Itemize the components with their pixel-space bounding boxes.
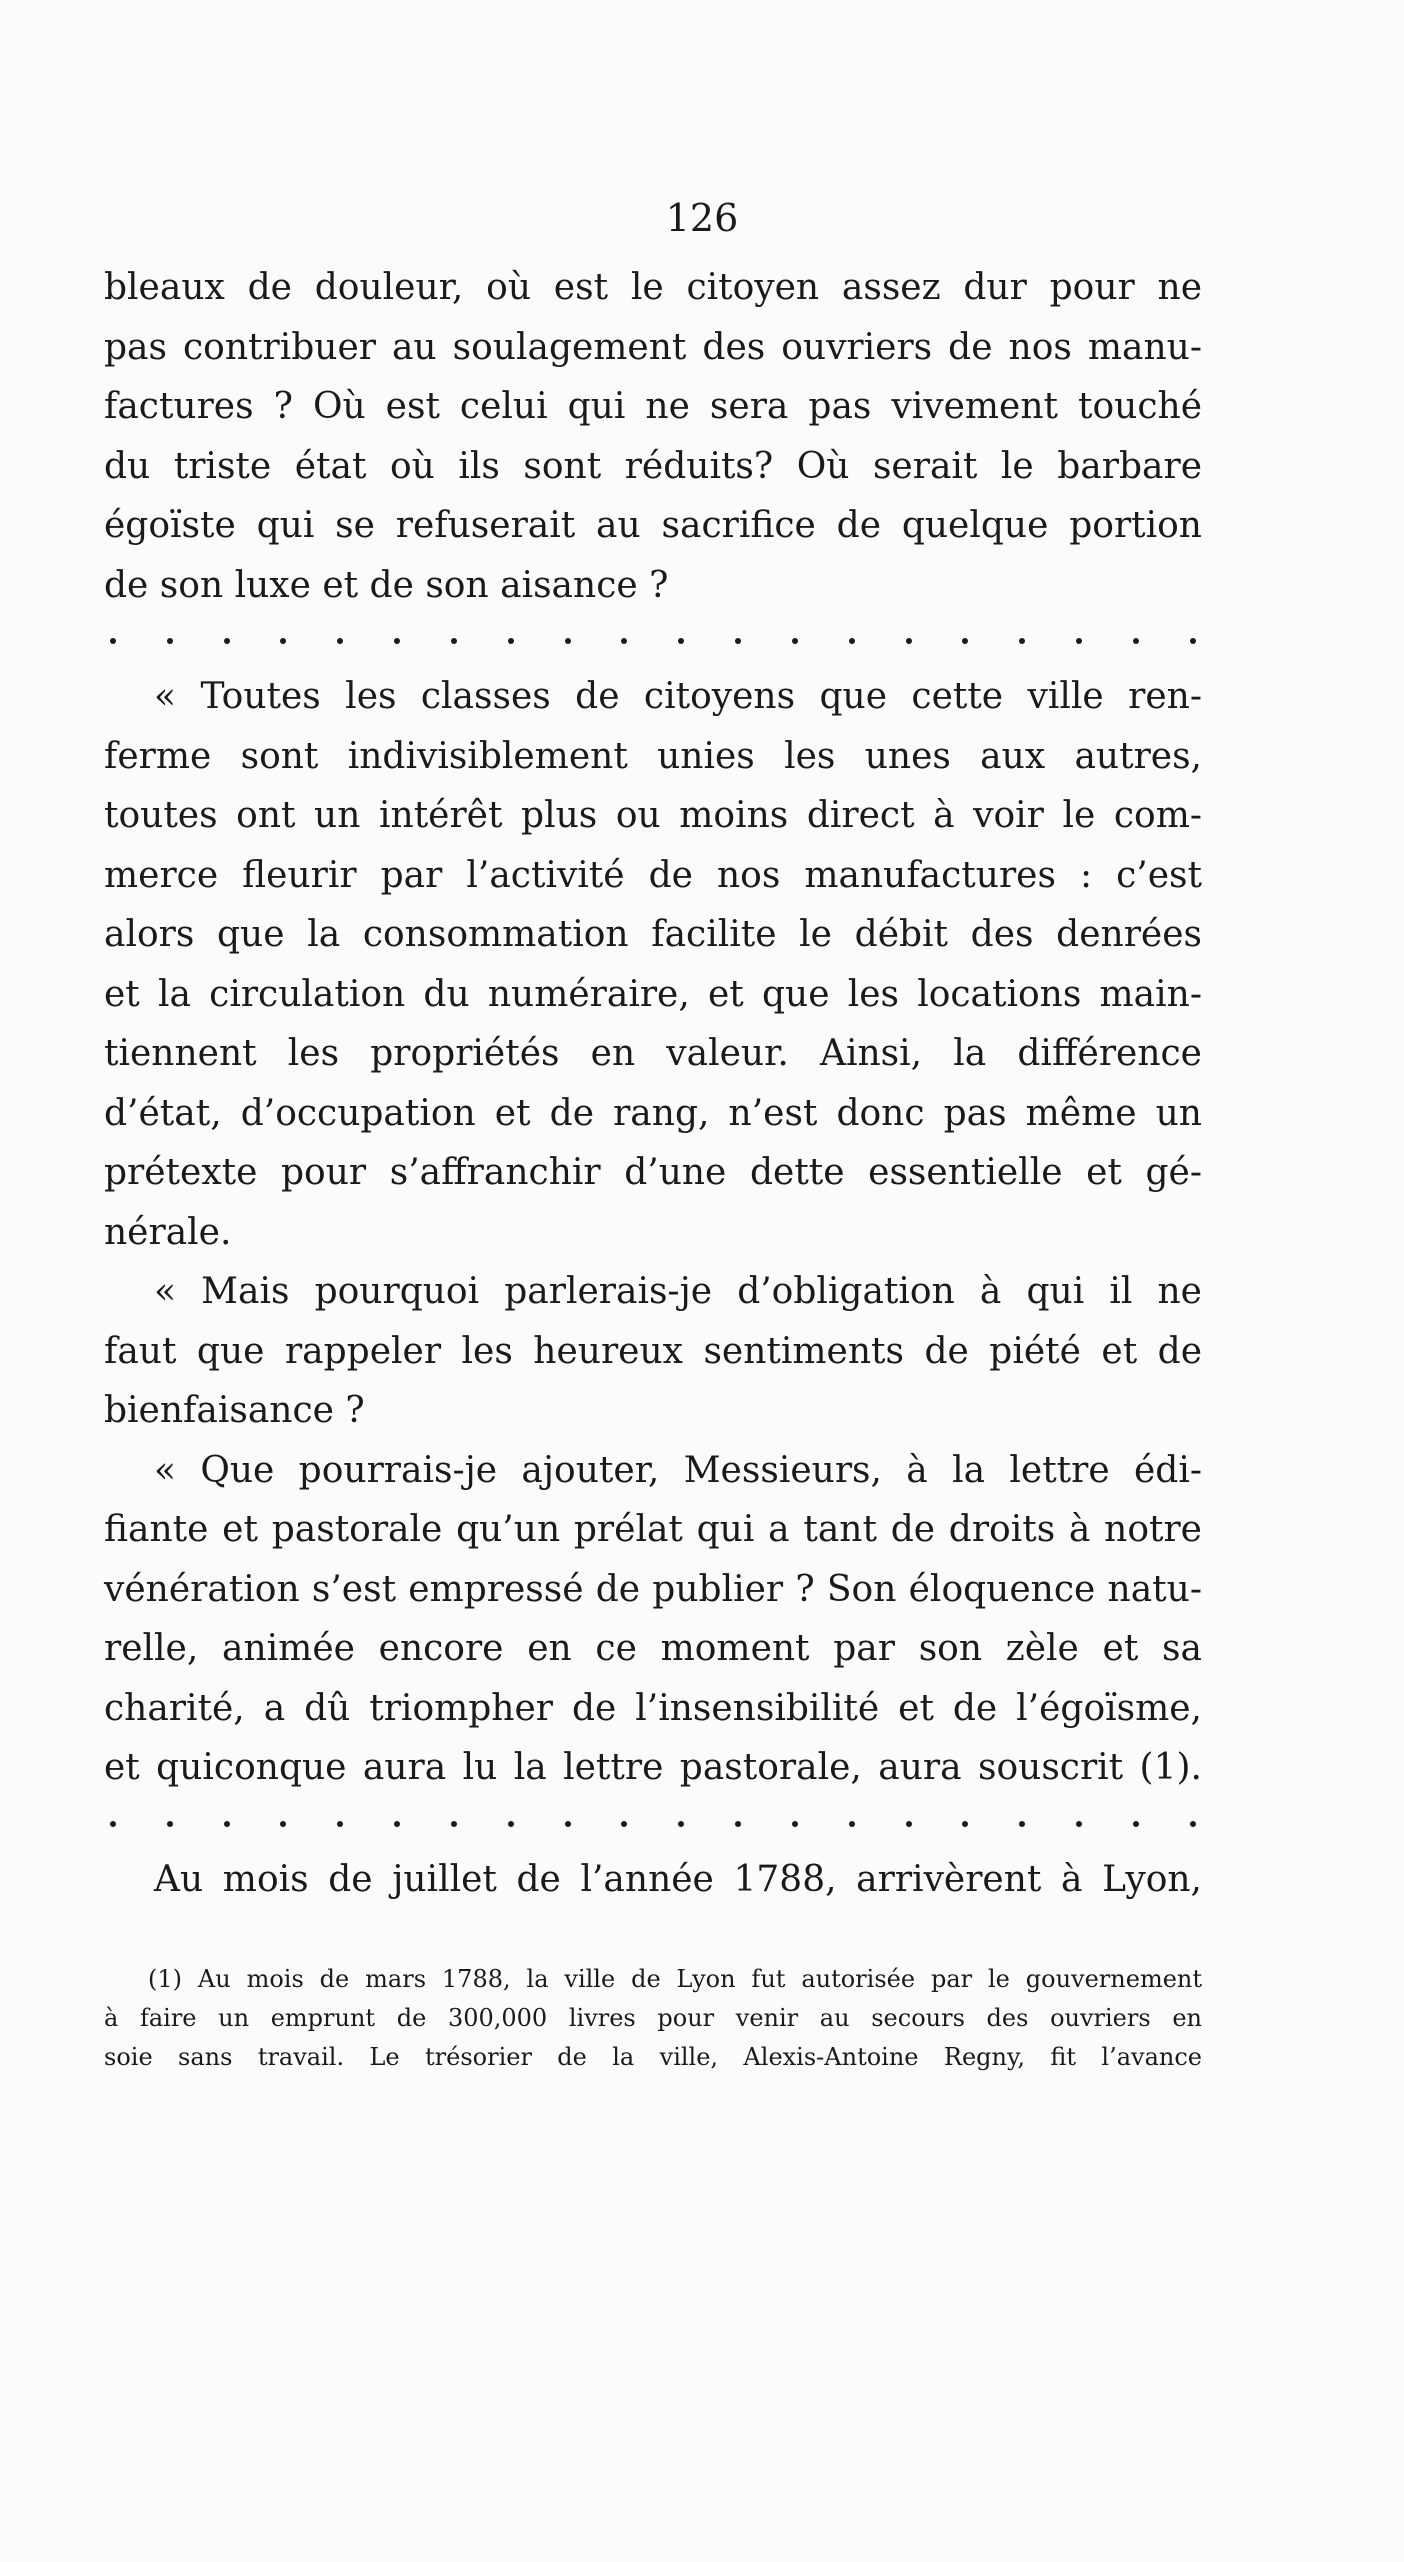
text-line: toutes ont un intérêt plus ou moins direct à voir le com- [104, 795, 1202, 836]
footnote [104, 1960, 1202, 2077]
text-line: nérale. [104, 1211, 232, 1253]
paragraph [104, 1850, 1202, 1910]
text-line: et quiconque aura lu la lettre pastorale, aura souscrit (1). [104, 1747, 1202, 1788]
text-line: relle, animée encore en ce moment par son zèle et sa [104, 1628, 1202, 1669]
text-line: merce fleurir par l’activité de nos manufactures : c’est [104, 854, 1202, 896]
text-line: de son luxe et de son aisance ? [104, 564, 669, 606]
text-line: fiante et pastorale qu’un prélat qui a tant de droits à notre [104, 1509, 1202, 1550]
paragraph [104, 258, 1202, 615]
footnote-line: à faire un emprunt de 300,000 livres pour venir au secours des ouvriers en [104, 2004, 1202, 2032]
text-line: égoïste qui se refuserait au sacrifice de quelque portion [104, 505, 1202, 546]
text-line: « Que pourrais-je ajouter, Messieurs, à la lettre édi- [154, 1449, 1202, 1491]
page-number: 126 [665, 196, 739, 240]
ellipsis-divider [104, 1798, 1202, 1850]
text-line: « Toutes les classes de citoyens que cette ville ren- [154, 676, 1202, 717]
text-line: faut que rappeler les heureux sentiments de piété et de [104, 1330, 1202, 1372]
footnote-line: soie sans travail. Le trésorier de la ville, Alexis-Antoine Regny, fit l’avance [104, 2043, 1202, 2071]
text-line: vénération s’est empressé de publier ? Son éloquence natu- [104, 1568, 1202, 1610]
paragraph [104, 1441, 1202, 1798]
text-line: charité, a dû triompher de l’insensibilité et de l’égoïsme, [104, 1687, 1202, 1729]
text-line: du triste état où ils sont réduits? Où serait le barbare [104, 445, 1202, 487]
text-line: tiennent les propriétés en valeur. Ainsi, la différence [104, 1033, 1202, 1074]
body-text [104, 258, 1202, 1909]
paragraph [104, 1262, 1202, 1441]
text-line: et la circulation du numéraire, et que les locations main- [104, 973, 1202, 1015]
text-line: bienfaisance ? [104, 1390, 365, 1431]
text-line: ferme sont indivisiblement unies les unes aux autres, [104, 735, 1202, 777]
text-line: d’état, d’occupation et de rang, n’est donc pas même un [104, 1092, 1202, 1134]
text-line: prétexte pour s’affranchir d’une dette essentielle et gé- [104, 1152, 1202, 1193]
ellipsis-divider [104, 615, 1202, 667]
text-line: pas contribuer au soulagement des ouvriers de nos manu- [104, 326, 1202, 368]
text-line: « Mais pourquoi parlerais-je d’obligation à qui il ne [154, 1271, 1202, 1312]
paragraph [104, 667, 1202, 1262]
text-line: alors que la consommation facilite le débit des denrées [104, 914, 1202, 955]
text-line: Au mois de juillet de l’année 1788, arrivèrent à Lyon, [154, 1858, 1202, 1900]
text-line: bleaux de douleur, où est le citoyen assez dur pour ne [104, 267, 1202, 308]
footnote-line: (1) Au mois de mars 1788, la ville de Lyon fut autorisée par le gouvernement [148, 1965, 1202, 1993]
text-line: factures ? Où est celui qui ne sera pas vivement touché [104, 386, 1202, 427]
